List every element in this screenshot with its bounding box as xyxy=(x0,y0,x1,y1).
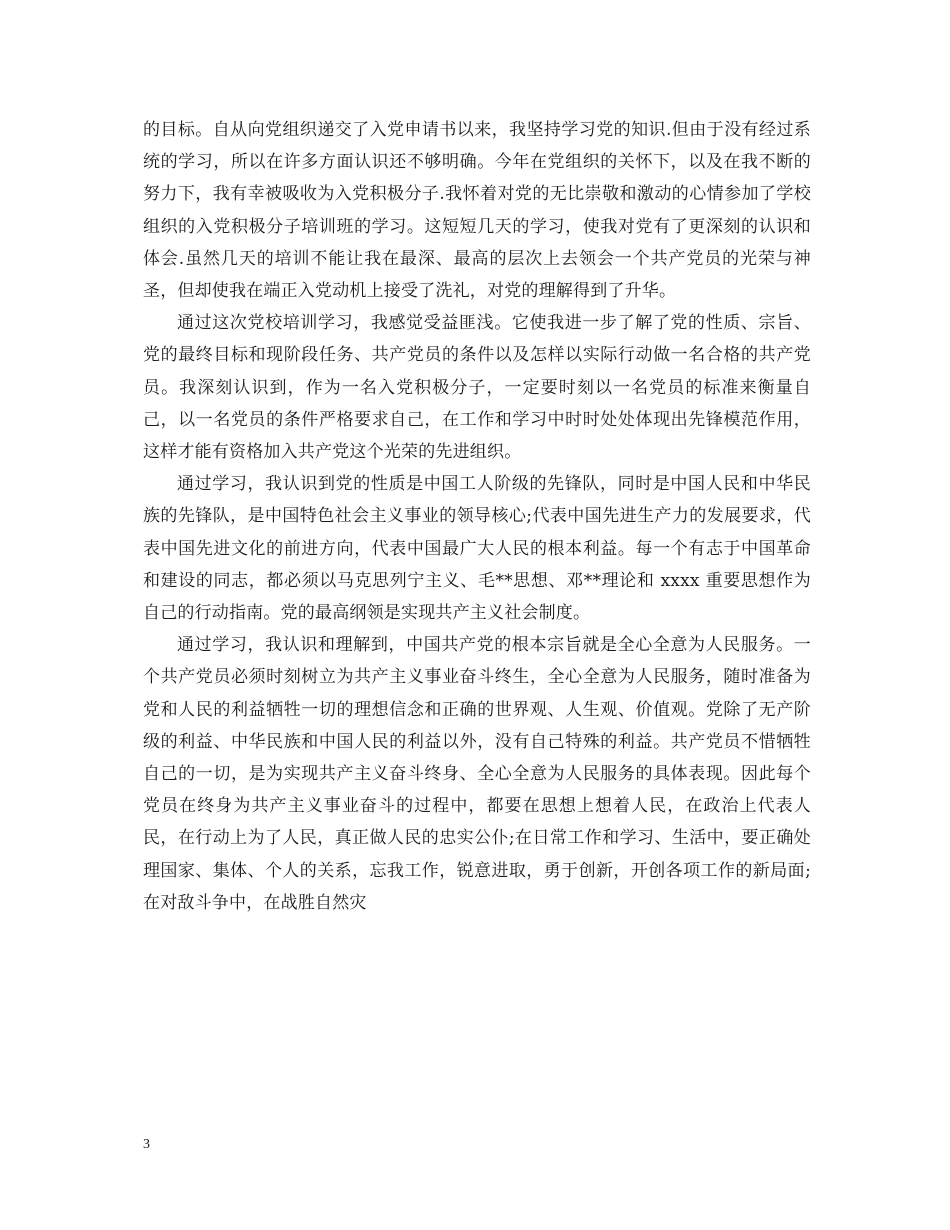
paragraph-4: 通过学习，我认识和理解到，中国共产党的根本宗旨就是全心全意为人民服务。一个共产党员必须时刻树立为共产主义事业奋斗终生，全心全意为人民服务，随时准备为党和人民的利益牺牲一切的理想信念和正确的世界观、人生观、价值观。党除了无产阶级的利益、中华民族和中国人民的利益以外，没有自己特殊的利益。共产党员不惜牺牲自己的一切，是为实现共产主义奋斗终身、全心全意为人民服务的具体表现。因此每个党员在终身为共产主义事业奋斗的过程中，都要在思想上想着人民，在政治上代表人民，在行动上为了人民，真正做人民的忠实公仆;在日常工作和学习、生活中，要正确处理国家、集体、个人的关系，忘我工作，锐意进取，勇于创新，开创各项工作的新局面;在对敌斗争中，在战胜自然灾 xyxy=(143,635,811,913)
document-body xyxy=(143,114,811,919)
page-number: 3 xyxy=(143,1137,150,1152)
paragraph-2: 通过这次党校培训学习，我感觉受益匪浅。它使我进一步了解了党的性质、宗旨、党的最终目标和现阶段任务、共产党员的条件以及怎样以实际行动做一名合格的共产党员。我深刻认识到，作为一名入党积极分子，一定要时刻以一名党员的标准来衡量自己，以一名党员的条件严格要求自己，在工作和学习中时时处处体现出先锋模范作用，这样才能有资格加入共产党这个光荣的先进组织。 xyxy=(143,313,811,463)
paragraph-3: 通过学习，我认识到党的性质是中国工人阶级的先锋队，同时是中国人民和中华民族的先锋队，是中国特色社会主义事业的领导核心;代表中国先进生产力的发展要求，代表中国先进文化的前进方向，代表中国最广大人民的根本利益。每一个有志于中国革命和建设的同志，都必须以马克思列宁主义、毛**思想、邓**理论和 xxxx 重要思想作为自己的行动指南。党的最高纲领是实现共产主义社会制度。 xyxy=(143,474,811,624)
paragraph-1: 的目标。自从向党组织递交了入党申请书以来，我坚持学习党的知识.但由于没有经过系统的学习，所以在许多方面认识还不够明确。今年在党组织的关怀下，以及在我不断的努力下，我有幸被吸收为入党积极分子.我怀着对党的无比崇敬和激动的心情参加了学校组织的入党积极分子培训班的学习。这短短几天的学习，使我对党有了更深刻的认识和体会.虽然几天的培训不能让我在最深、最高的层次上去领会一个共产党员的光荣与神圣，但却使我在端正入党动机上接受了洗礼，对党的理解得到了升华。 xyxy=(143,120,811,302)
